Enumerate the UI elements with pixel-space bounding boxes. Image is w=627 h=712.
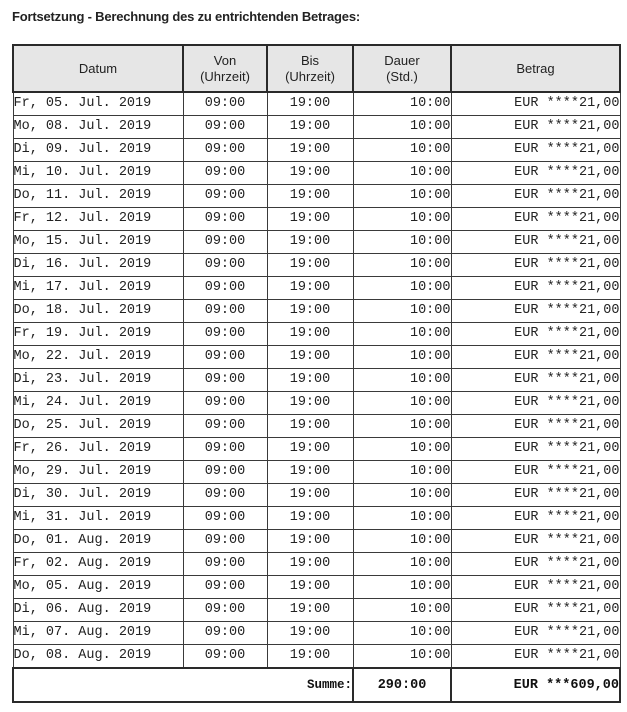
cell-betrag: EUR ****21,00 xyxy=(451,92,620,116)
cell-bis: 19:00 xyxy=(267,553,353,576)
cell-bis: 19:00 xyxy=(267,277,353,300)
cell-datum: Fr, 02. Aug. 2019 xyxy=(13,553,183,576)
cell-dauer: 10:00 xyxy=(353,645,451,669)
cell-datum: Mo, 15. Jul. 2019 xyxy=(13,231,183,254)
cell-von: 09:00 xyxy=(183,645,267,669)
table-row xyxy=(13,208,620,231)
cell-dauer: 10:00 xyxy=(353,277,451,300)
cell-dauer: 10:00 xyxy=(353,461,451,484)
summary-label: Summe: xyxy=(13,668,353,702)
cell-datum: Fr, 12. Jul. 2019 xyxy=(13,208,183,231)
cell-betrag: EUR ****21,00 xyxy=(451,553,620,576)
column-header-betrag: Betrag xyxy=(451,45,620,92)
cell-von: 09:00 xyxy=(183,116,267,139)
cell-von: 09:00 xyxy=(183,208,267,231)
page-title: Fortsetzung - Berechnung des zu entrichtenden Betrages: xyxy=(12,9,360,24)
cell-von: 09:00 xyxy=(183,461,267,484)
cell-datum: Do, 11. Jul. 2019 xyxy=(13,185,183,208)
cell-von: 09:00 xyxy=(183,507,267,530)
cell-bis: 19:00 xyxy=(267,415,353,438)
cell-bis: 19:00 xyxy=(267,231,353,254)
cell-betrag: EUR ****21,00 xyxy=(451,116,620,139)
cell-betrag: EUR ****21,00 xyxy=(451,461,620,484)
summary-row xyxy=(13,668,620,702)
cell-von: 09:00 xyxy=(183,484,267,507)
table-row xyxy=(13,392,620,415)
cell-datum: Di, 09. Jul. 2019 xyxy=(13,139,183,162)
table-row xyxy=(13,553,620,576)
cell-von: 09:00 xyxy=(183,300,267,323)
cell-dauer: 10:00 xyxy=(353,116,451,139)
cell-datum: Di, 16. Jul. 2019 xyxy=(13,254,183,277)
column-header-dauer: Dauer (Std.) xyxy=(353,45,451,92)
cell-betrag: EUR ****21,00 xyxy=(451,185,620,208)
cell-datum: Do, 01. Aug. 2019 xyxy=(13,530,183,553)
cell-datum: Mi, 31. Jul. 2019 xyxy=(13,507,183,530)
cell-bis: 19:00 xyxy=(267,484,353,507)
cell-von: 09:00 xyxy=(183,438,267,461)
cell-datum: Di, 30. Jul. 2019 xyxy=(13,484,183,507)
table-row xyxy=(13,185,620,208)
cell-dauer: 10:00 xyxy=(353,576,451,599)
cell-bis: 19:00 xyxy=(267,622,353,645)
cell-datum: Di, 06. Aug. 2019 xyxy=(13,599,183,622)
cell-datum: Do, 18. Jul. 2019 xyxy=(13,300,183,323)
summary-betrag: EUR ***609,00 xyxy=(451,668,620,702)
cell-datum: Do, 08. Aug. 2019 xyxy=(13,645,183,669)
table-row xyxy=(13,162,620,185)
cell-betrag: EUR ****21,00 xyxy=(451,622,620,645)
table-row xyxy=(13,576,620,599)
cell-bis: 19:00 xyxy=(267,576,353,599)
cell-betrag: EUR ****21,00 xyxy=(451,231,620,254)
table-row xyxy=(13,346,620,369)
table-row xyxy=(13,92,620,116)
cell-von: 09:00 xyxy=(183,185,267,208)
cell-von: 09:00 xyxy=(183,162,267,185)
cell-bis: 19:00 xyxy=(267,392,353,415)
cell-dauer: 10:00 xyxy=(353,300,451,323)
table-row xyxy=(13,116,620,139)
table-row xyxy=(13,461,620,484)
cell-betrag: EUR ****21,00 xyxy=(451,599,620,622)
table-row xyxy=(13,277,620,300)
cell-betrag: EUR ****21,00 xyxy=(451,415,620,438)
cell-von: 09:00 xyxy=(183,392,267,415)
cell-betrag: EUR ****21,00 xyxy=(451,392,620,415)
table-row xyxy=(13,139,620,162)
cell-dauer: 10:00 xyxy=(353,530,451,553)
cell-von: 09:00 xyxy=(183,277,267,300)
cell-dauer: 10:00 xyxy=(353,599,451,622)
cell-datum: Mi, 10. Jul. 2019 xyxy=(13,162,183,185)
table-row xyxy=(13,323,620,346)
table-row xyxy=(13,369,620,392)
cell-bis: 19:00 xyxy=(267,92,353,116)
table-row xyxy=(13,231,620,254)
cell-von: 09:00 xyxy=(183,323,267,346)
cell-bis: 19:00 xyxy=(267,507,353,530)
cell-datum: Mi, 17. Jul. 2019 xyxy=(13,277,183,300)
cell-bis: 19:00 xyxy=(267,139,353,162)
cell-dauer: 10:00 xyxy=(353,553,451,576)
cell-von: 09:00 xyxy=(183,415,267,438)
table-row xyxy=(13,484,620,507)
cell-betrag: EUR ****21,00 xyxy=(451,507,620,530)
cell-betrag: EUR ****21,00 xyxy=(451,162,620,185)
cell-bis: 19:00 xyxy=(267,116,353,139)
cell-datum: Fr, 19. Jul. 2019 xyxy=(13,323,183,346)
cell-betrag: EUR ****21,00 xyxy=(451,300,620,323)
cell-von: 09:00 xyxy=(183,139,267,162)
cell-betrag: EUR ****21,00 xyxy=(451,139,620,162)
cell-datum: Mo, 05. Aug. 2019 xyxy=(13,576,183,599)
cell-datum: Mi, 07. Aug. 2019 xyxy=(13,622,183,645)
cell-dauer: 10:00 xyxy=(353,254,451,277)
cell-dauer: 10:00 xyxy=(353,438,451,461)
cell-dauer: 10:00 xyxy=(353,507,451,530)
cell-datum: Mi, 24. Jul. 2019 xyxy=(13,392,183,415)
cell-dauer: 10:00 xyxy=(353,92,451,116)
cell-bis: 19:00 xyxy=(267,254,353,277)
cell-dauer: 10:00 xyxy=(353,415,451,438)
cell-bis: 19:00 xyxy=(267,162,353,185)
cell-bis: 19:00 xyxy=(267,346,353,369)
cell-dauer: 10:00 xyxy=(353,369,451,392)
cell-datum: Fr, 05. Jul. 2019 xyxy=(13,92,183,116)
cell-von: 09:00 xyxy=(183,553,267,576)
cell-von: 09:00 xyxy=(183,346,267,369)
table-row xyxy=(13,599,620,622)
cell-datum: Mo, 08. Jul. 2019 xyxy=(13,116,183,139)
cell-datum: Mo, 29. Jul. 2019 xyxy=(13,461,183,484)
cell-betrag: EUR ****21,00 xyxy=(451,346,620,369)
cell-bis: 19:00 xyxy=(267,438,353,461)
cell-betrag: EUR ****21,00 xyxy=(451,208,620,231)
table-body xyxy=(13,92,620,668)
calculation-table xyxy=(12,44,621,703)
cell-von: 09:00 xyxy=(183,530,267,553)
cell-von: 09:00 xyxy=(183,231,267,254)
column-header-bis: Bis (Uhrzeit) xyxy=(267,45,353,92)
cell-dauer: 10:00 xyxy=(353,139,451,162)
cell-betrag: EUR ****21,00 xyxy=(451,254,620,277)
table-row xyxy=(13,530,620,553)
cell-datum: Mo, 22. Jul. 2019 xyxy=(13,346,183,369)
cell-bis: 19:00 xyxy=(267,599,353,622)
table-row xyxy=(13,415,620,438)
cell-dauer: 10:00 xyxy=(353,208,451,231)
cell-bis: 19:00 xyxy=(267,645,353,669)
cell-bis: 19:00 xyxy=(267,530,353,553)
column-header-von: Von (Uhrzeit) xyxy=(183,45,267,92)
cell-betrag: EUR ****21,00 xyxy=(451,530,620,553)
table-row xyxy=(13,254,620,277)
cell-von: 09:00 xyxy=(183,599,267,622)
cell-betrag: EUR ****21,00 xyxy=(451,369,620,392)
cell-dauer: 10:00 xyxy=(353,323,451,346)
cell-dauer: 10:00 xyxy=(353,185,451,208)
table-row xyxy=(13,622,620,645)
cell-dauer: 10:00 xyxy=(353,162,451,185)
cell-betrag: EUR ****21,00 xyxy=(451,323,620,346)
cell-bis: 19:00 xyxy=(267,369,353,392)
cell-von: 09:00 xyxy=(183,92,267,116)
cell-bis: 19:00 xyxy=(267,185,353,208)
cell-von: 09:00 xyxy=(183,369,267,392)
cell-bis: 19:00 xyxy=(267,323,353,346)
table-row xyxy=(13,300,620,323)
cell-bis: 19:00 xyxy=(267,461,353,484)
cell-dauer: 10:00 xyxy=(353,622,451,645)
cell-dauer: 10:00 xyxy=(353,484,451,507)
column-header-datum: Datum xyxy=(13,45,183,92)
summary-dauer: 290:00 xyxy=(353,668,451,702)
cell-von: 09:00 xyxy=(183,622,267,645)
cell-dauer: 10:00 xyxy=(353,346,451,369)
cell-bis: 19:00 xyxy=(267,208,353,231)
cell-datum: Do, 25. Jul. 2019 xyxy=(13,415,183,438)
cell-bis: 19:00 xyxy=(267,300,353,323)
cell-von: 09:00 xyxy=(183,576,267,599)
table-row xyxy=(13,438,620,461)
header-row xyxy=(13,45,620,92)
cell-von: 09:00 xyxy=(183,254,267,277)
cell-datum: Fr, 26. Jul. 2019 xyxy=(13,438,183,461)
table-row xyxy=(13,645,620,669)
cell-betrag: EUR ****21,00 xyxy=(451,576,620,599)
cell-datum: Di, 23. Jul. 2019 xyxy=(13,369,183,392)
cell-betrag: EUR ****21,00 xyxy=(451,484,620,507)
cell-dauer: 10:00 xyxy=(353,392,451,415)
cell-betrag: EUR ****21,00 xyxy=(451,645,620,669)
cell-betrag: EUR ****21,00 xyxy=(451,438,620,461)
cell-dauer: 10:00 xyxy=(353,231,451,254)
table-row xyxy=(13,507,620,530)
cell-betrag: EUR ****21,00 xyxy=(451,277,620,300)
